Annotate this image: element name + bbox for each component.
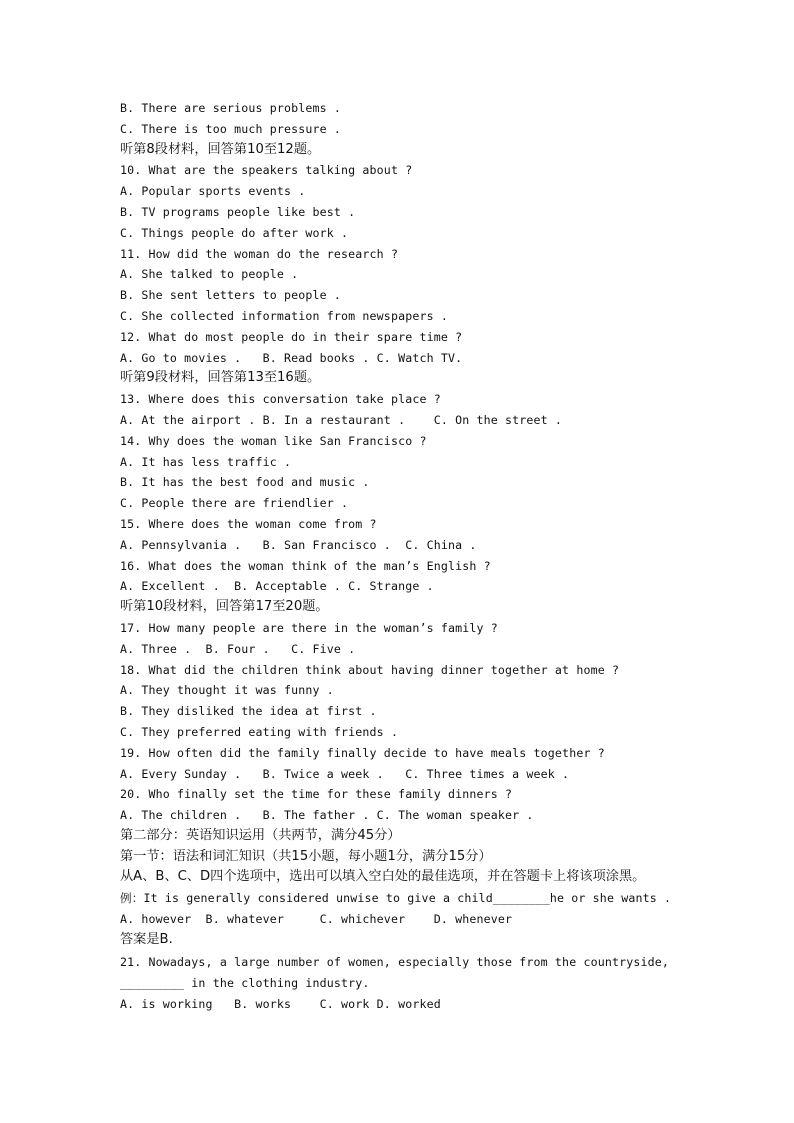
text-line: 11. How did the woman do the research ? <box>120 246 399 261</box>
text-line: 第一节：语法和词汇知识（共15小题，每小题1分，满分15分） <box>120 848 492 864</box>
text-line: A. The children . B. The father . C. The woman speaker . <box>120 808 534 823</box>
text-line: 例：It is generally considered unwise to give a child________he or she wants . <box>120 891 672 906</box>
text-line: A. Go to movies . B. Read books . C. Watch TV. <box>120 350 463 365</box>
text-line: A. It has less traffic . <box>120 454 292 469</box>
text-line: B. It has the best food and music . <box>120 475 370 490</box>
text-line: C. She collected information from newspapers . <box>120 308 448 323</box>
text-line: 第二部分：英语知识运用（共两节，满分45分） <box>120 827 401 843</box>
text-line: 21. Nowadays, a large number of women, especially those from the countryside, <box>120 954 670 969</box>
document-page <box>120 98 680 1015</box>
text-line: 16. What does the woman think of the man’s English ? <box>120 558 491 573</box>
text-line: A. She talked to people . <box>120 267 299 282</box>
text-line: 听第8段材料，回答第10至12题。 <box>120 141 321 157</box>
text-line: 20. Who finally set the time for these family dinners ? <box>120 787 513 802</box>
text-line: A. Pennsylvania . B. San Francisco . C. China . <box>120 537 477 552</box>
text-line: A. Excellent . B. Acceptable . C. Strange . <box>120 579 434 594</box>
text-line: A. Popular sports events . <box>120 184 306 199</box>
text-line: A. Three . B. Four . C. Five . <box>120 641 356 656</box>
text-line: 13. Where does this conversation take place ? <box>120 392 441 407</box>
text-line: B. She sent letters to people . <box>120 288 342 303</box>
text-line: 听第10段材料，回答第17至20题。 <box>120 599 329 615</box>
text-line: A. At the airport . B. In a restaurant . C. On the street . <box>120 412 563 427</box>
text-line: 答案是B. <box>120 931 173 947</box>
text-line: A. is working B. works C. work D. worked <box>120 996 441 1011</box>
text-line: C. They preferred eating with friends . <box>120 724 399 739</box>
text-line: B. There are serious problems . <box>120 101 342 115</box>
text-line: 10. What are the speakers talking about ? <box>120 163 413 178</box>
text-line: A. They thought it was funny . <box>120 683 334 698</box>
text-line: 17. How many people are there in the woman’s family ? <box>120 620 498 635</box>
text-line: 从A、B、C、D四个选项中，选出可以填入空白处的最佳选项，并在答题卡上将该项涂黑。 <box>120 869 646 885</box>
text-line: C. There is too much pressure . <box>120 121 342 136</box>
text-line: B. TV programs people like best . <box>120 204 356 219</box>
text-line: 14. Why does the woman like San Francisco ? <box>120 433 427 448</box>
text-line: A. however B. whatever C. whichever D. whenever <box>120 912 513 927</box>
text-line: 15. Where does the woman come from ? <box>120 516 377 531</box>
text-line: 听第9段材料，回答第13至16题。 <box>120 370 321 386</box>
text-line: 19. How often did the family finally decide to have meals together ? <box>120 745 605 760</box>
text-line: C. People there are friendlier . <box>120 496 349 511</box>
text-line: A. Every Sunday . B. Twice a week . C. Three times a week . <box>120 766 570 781</box>
text-line: B. They disliked the idea at first . <box>120 704 377 719</box>
text-line: 18. What did the children think about having dinner together at home ? <box>120 662 620 677</box>
text-line: _________ in the clothing industry. <box>120 976 370 991</box>
text-line: C. Things people do after work . <box>120 225 349 240</box>
text-line: 12. What do most people do in their spare time ? <box>120 329 463 344</box>
